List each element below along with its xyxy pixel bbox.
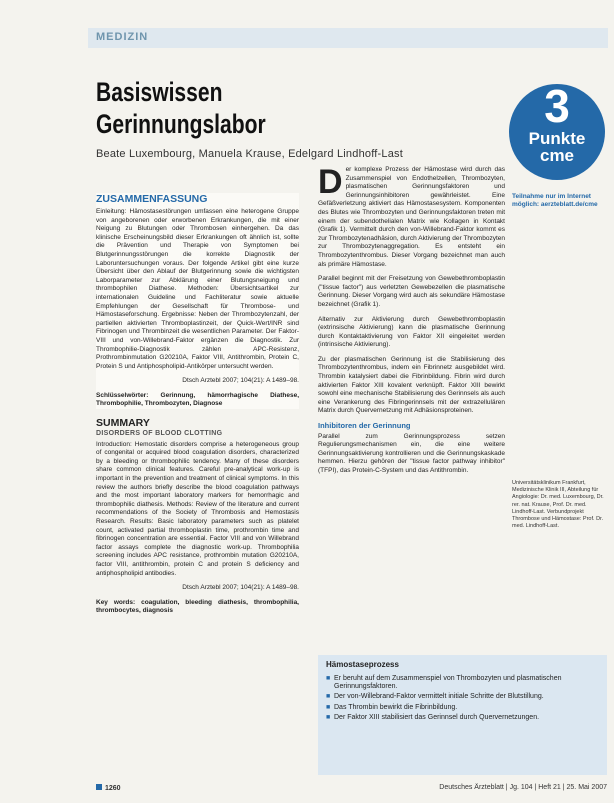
summary-text: Introduction: Hemostatic disorders comprise a heterogeneous group of congenital or acquired blood coagulation disorders, characterized by a bleeding or thrombophilic tendency. Many of these disorders share common clinical features. Careful pre-analytical work-up is important in the prevention and treatment of clinical symptoms. In this review the authors briefly describe the blood coagulation pathways and the most important laboratory markers for hemorrhagic and thrombophilic diathesis. Methods: Review of the literature and current recommendations of the Society of Thrombosis and Hemostasis Research. Results: Basic laboratory parameters such as platelet count, activated partial thromboplastin time, prothrombin time and fibrinogen concentration are essential. Factor VIII and von Willebrand factor assays complete the diagnostic work-up. Thrombophilia screening includes APC resistance, prothrombin mutation G20210A, factor VIII, antithrombin, protein C and protein S deficiency and antiphospholipid antibodies.	[96, 440, 299, 577]
section-rubric: MEDIZIN	[96, 31, 149, 43]
page-marker-icon	[96, 784, 102, 790]
drop-cap: D	[318, 163, 343, 201]
cme-label	[509, 130, 605, 164]
abstract-column	[96, 193, 299, 622]
box-list-item	[326, 675, 601, 691]
summary-keywords	[96, 599, 299, 616]
bullet-icon: ■	[326, 713, 331, 721]
box-item-text: Er beruht auf dem Zusammenspiel von Thrombozyten und plasmatischen Gerinnungsfaktoren.	[334, 675, 562, 691]
summary-block	[96, 417, 299, 616]
box-list-item	[326, 714, 601, 722]
page-number-text: 1260	[105, 785, 121, 792]
summary-citation: Dtsch Arztebl 2007; 104(21): A 1489–98.	[182, 584, 299, 592]
title-line-2: Gerinnungslabor	[96, 109, 266, 139]
keywords-label: Key words:	[96, 598, 136, 606]
zusammenfassung-text: Einleitung: Hämostasestörungen umfassen eine heterogene Gruppe von angeborenen oder erworbenen Erkrankungen, die mit einer Neigung zu Blutungen oder Thrombosen einhergehen. Da das klinische Erscheinungsbild dieser Erkrankungen oft ähnlich ist, sollte die Prävention und Therapie von Symptomen bei Blutgerinnungsstörungen die korrekte Diagnostik der Laboruntersuchungen voraus. Der folgende Artikel gibt eine kurze Übersicht über den Ablauf der Blutgerinnung sowie die wichtigsten Laborparameter zur Abklärung einer Blutungsneigung und thrombophilen Diathese. Methoden: Übersichtsartikel zur internationalen Guideline und Fachliteratur sowie aktuelle Empfehlungen der Gesellschaft für Thrombose- und Hämostaseforschung. Ergebnisse: Neben der Thrombozytenzahl, der partiellen aktivierten Thromboplastinzeit, der Quick-Wert/INR sind Fibrinogen und Thrombinzeit die wesentlichen Parameter. Der Faktor-VIII und von-Willebrand-Faktor ergänzen die Diagnostik. Zur Thrombophilie-Diagnostik zählen APC-Resistenz, Prothrombinmutation G20210A, Faktor VIII, Antithrombin, Protein C, Protein S und Antiphospholipid-Antikörper untersucht werden.	[96, 208, 299, 370]
box-item-text: Das Thrombin bewirkt die Fibrinbildung.	[334, 703, 458, 711]
zusammenfassung-citation: Dtsch Arztebl 2007; 104(21): A 1489–98.	[182, 377, 299, 385]
body-paragraph-1	[318, 163, 505, 269]
section-band	[88, 28, 608, 48]
cme-label-line-1: Punkte	[528, 129, 586, 148]
author-line: Beate Luxembourg, Manuela Krause, Edelgard Lindhoff-Last	[96, 148, 403, 160]
keywords-label: Schlüsselwörter:	[96, 391, 149, 399]
summary-subtitle: DISORDERS OF BLOOD CLOTTING	[96, 430, 223, 438]
author-affiliation-note: Universitätsklinikum Frankfurt, Medizinische Klinik III, Abteilung für Angiologie: Dr. med. Luxembourg, Dr. rer. nat. Krause, Prof. Dr. med. Lindhoff-Last. Verbundprojekt Thrombose und Hämostase: Prof. Dr. med. Lindhoff-Last.	[512, 480, 604, 530]
box-list-item	[326, 693, 601, 701]
cme-points-number: 3	[544, 80, 570, 132]
keywords-value: Gerinnung, hämorrhagische Diathese, Thrombophilie, Thrombozyten, Diagnose	[96, 391, 299, 408]
bullet-icon: ■	[326, 703, 331, 711]
zusammenfassung-block	[96, 193, 299, 409]
box-list	[326, 675, 601, 724]
box-list-item	[326, 704, 601, 712]
article-title	[96, 76, 377, 140]
box-item-text: Der von-Willebrand-Faktor vermittelt initiale Schritte der Blutstillung.	[334, 693, 544, 701]
page-number	[96, 784, 121, 792]
body-column	[318, 163, 505, 482]
cme-note: Teilnahme nur im Internet möglich: aerzteblatt.de/cme	[512, 193, 598, 208]
zusammenfassung-keywords	[96, 392, 299, 409]
body-paragraph-2: Parallel beginnt mit der Freisetzung von Gewebethromboplastin ("tissue factor") aus verletzten Gewebezellen die plasmatische Gerinnung. Dieser Vorgang wird auch als sekundäre Hämostase bezeichnet (Grafik 1).	[318, 275, 505, 308]
box-heading: Hämostaseprozess	[326, 660, 399, 669]
paragraph-text: er komplexe Prozess der Hämostase wird durch das Zusammenspiel von Endothelzellen, Thrombozyten, plasmatischen Gerinnungsfaktoren und Gerinnungsinhibitoren gewährleistet. Eine Gefäßverletzung aktiviert das Hämostasesystem. Komponenten des Blutes wie Thrombozyten und Gerinnungsfaktoren treten mit einem der subendothelialen Matrix wie Kollagen in Kontakt (Grafik 1). Vermittelt durch den von-Willebrand-Faktor kommt es zur Thrombozytenadhäsion, durch Aktivierung der Thrombozyten zur Thrombozytenaggregation. Es entsteht ein Thrombozytenthrombus. Dieser Vorgang bezeichnet man auch als primäre Hämostase.	[318, 166, 505, 268]
zusammenfassung-heading: ZUSAMMENFASSUNG	[96, 193, 208, 205]
title-line-1: Basiswissen	[96, 77, 223, 107]
summary-box	[318, 655, 607, 775]
cme-label-line-2: cme	[539, 146, 575, 165]
inhibitoren-heading: Inhibitoren der Gerinnung	[318, 421, 411, 431]
journal-footer: Deutsches Ärzteblatt | Jg. 104 | Heft 21 | 25. Mai 2007	[439, 784, 607, 791]
keywords-value: coagulation, bleeding diathesis, thrombophilia, thrombocytes, diagnosis	[96, 598, 299, 615]
cme-badge	[509, 80, 605, 180]
bullet-icon: ■	[326, 675, 331, 682]
bullet-icon: ■	[326, 693, 331, 701]
body-paragraph-4: Zu der plasmatischen Gerinnung ist die Stabilisierung des Thrombozytenthrombus, indem ein Fibrinnetz ausgebildet wird. Thrombin katalysiert dabei die Fibrinbildung. Fibrin wird durch aktivierten Faktor XIII kovalent verknüpft. Faktor XIII bewirkt sowohl eine mechanische Stabilisierung des Gerinnsels als auch eine Verankerung des Fibringerinnsels mit der extrazellulären Matrix durch Quervernetzung mit Adhäsionsproteinen.	[318, 355, 505, 415]
body-paragraph-3: Alternativ zur Aktivierung durch Gewebethromboplastin (extrinsische Aktivierung) kann die plasmatische Gerinnung durch Kontaktaktivierung von Faktor XII eingeleitet werden (intrinsische Aktivierung).	[318, 315, 505, 349]
body-paragraph-5: Parallel zum Gerinnungsprozess setzen Regulierungsmechanismen ein, die eine weitere Gerinnungsaktivierung kontrollieren und die Gerinnungskaskade hemmen. Hierzu gehören der "tissue factor pathway inhibitor" (TFPI), das Protein-C-System und das Antithrombin.	[318, 432, 505, 474]
summary-heading: SUMMARY	[96, 417, 150, 430]
box-item-text: Der Faktor XIII stabilisiert das Gerinnsel durch Quervernetzungen.	[334, 713, 540, 721]
